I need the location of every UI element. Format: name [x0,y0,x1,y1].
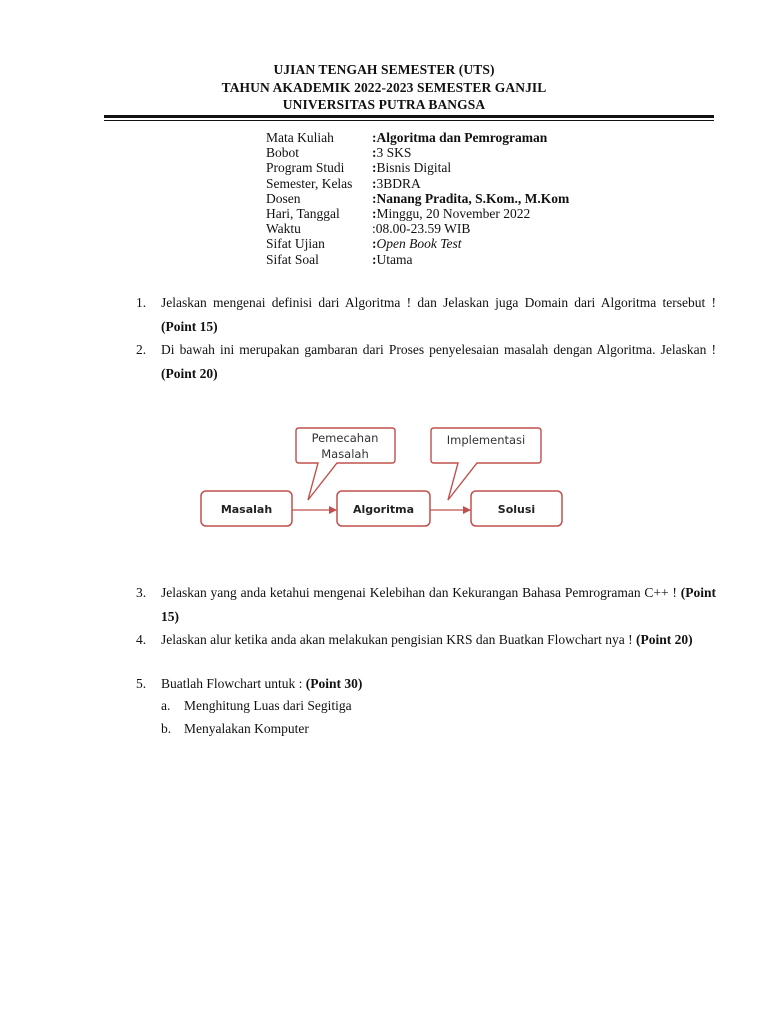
info-value: Nanang Pradita, S.Kom., M.Kom [376,190,570,206]
subitem-letter: b. [161,721,172,736]
question-4 [136,628,716,652]
box-algoritma-label: Algoritma [352,503,415,516]
question-2 [136,338,716,385]
info-colon: : [372,205,377,221]
info-value: 3BDRA [376,175,421,191]
info-value: 3 SKS [376,145,412,161]
info-value: Minggu, 20 November 2022 [376,205,531,221]
subitem-letter: a. [161,698,171,713]
question-point: (Point 20) [636,632,693,647]
info-colon: : [372,175,377,191]
info-row [266,252,569,267]
callout-pemecahan-label-1: Pemecahan [311,431,379,445]
info-label: Sifat Ujian [266,236,325,252]
info-value: Bisnis Digital [376,160,452,176]
question-number: 1. [136,295,147,310]
info-label: Hari, Tanggal [266,205,340,221]
info-colon: : [372,145,377,161]
info-label: Waktu [266,221,301,237]
info-label: Bobot [266,145,300,161]
info-value: Utama [376,251,413,267]
info-row [266,236,569,251]
callout-pemecahan-label-2: Masalah [321,447,369,461]
info-label: Dosen [266,190,301,206]
question-number: 5. [136,676,147,691]
info-value: Open Book Test [376,236,462,252]
question-point: (Point 30) [305,676,363,691]
question-number: 2. [136,342,147,357]
subitem-a [161,694,352,718]
subitem-text: Menyalakan Komputer [184,721,309,736]
info-colon: : [372,130,377,145]
box-masalah-label: Masalah [220,503,273,516]
question-text: Di bawah ini merupakan gambaran dari Proses penyelesaian masalah dengan Algoritma. Jelaskan ! [161,342,716,357]
info-row [266,176,569,191]
university-name: UNIVERSITAS PUTRA BANGSA [282,97,486,112]
info-colon: : [372,236,377,252]
question-point: (Point 15) [161,585,716,624]
question-text: Jelaskan yang anda ketahui mengenai Kelebihan dan Kekurangan Bahasa Pemrograman C++ ! [161,585,681,600]
question-5 [136,672,716,696]
algorithm-process-diagram [195,422,570,534]
exam-info-table [266,130,569,267]
question-number: 3. [136,585,147,600]
info-row [266,206,569,221]
info-value: 08.00-23.59 WIB [375,221,471,237]
header-rule-thick [104,115,714,118]
question-number: 4. [136,632,147,647]
info-label: Semester, Kelas [266,175,353,191]
info-row [266,130,569,145]
info-colon: : [372,190,377,206]
info-label: Program Studi [266,160,345,176]
academic-year: TAHUN AKADEMIK 2022-2023 SEMESTER GANJIL [221,80,547,95]
question-text: Buatlah Flowchart untuk : [161,676,306,691]
info-label: Sifat Soal [266,251,319,267]
info-row [266,145,569,160]
callout-implementasi-label: Implementasi [446,433,526,447]
info-label: Mata Kuliah [266,130,334,145]
question-point: (Point 20) [161,365,218,381]
info-colon: : [372,221,376,237]
question-text: Jelaskan alur ketika anda akan melakukan pengisian KRS dan Buatkan Flowchart nya ! [161,632,636,647]
question-1 [136,291,716,338]
question-3 [136,581,716,628]
box-solusi-label: Solusi [497,503,536,516]
subitem-text: Menghitung Luas dari Segitiga [184,698,352,713]
info-row [266,191,569,206]
info-value: Algoritma dan Pemrograman [376,130,548,145]
info-colon: : [372,251,377,267]
question-point: (Point 15) [161,318,218,334]
question-text: Jelaskan mengenai definisi dari Algoritma ! dan Jelaskan juga Domain dari Algoritma tersebut ! [161,295,716,310]
subitem-b [161,717,309,741]
info-colon: : [372,160,377,176]
info-row [266,160,569,175]
info-row [266,221,569,236]
header-rule-thin [104,120,714,121]
exam-title: UJIAN TENGAH SEMESTER (UTS) [273,62,495,77]
